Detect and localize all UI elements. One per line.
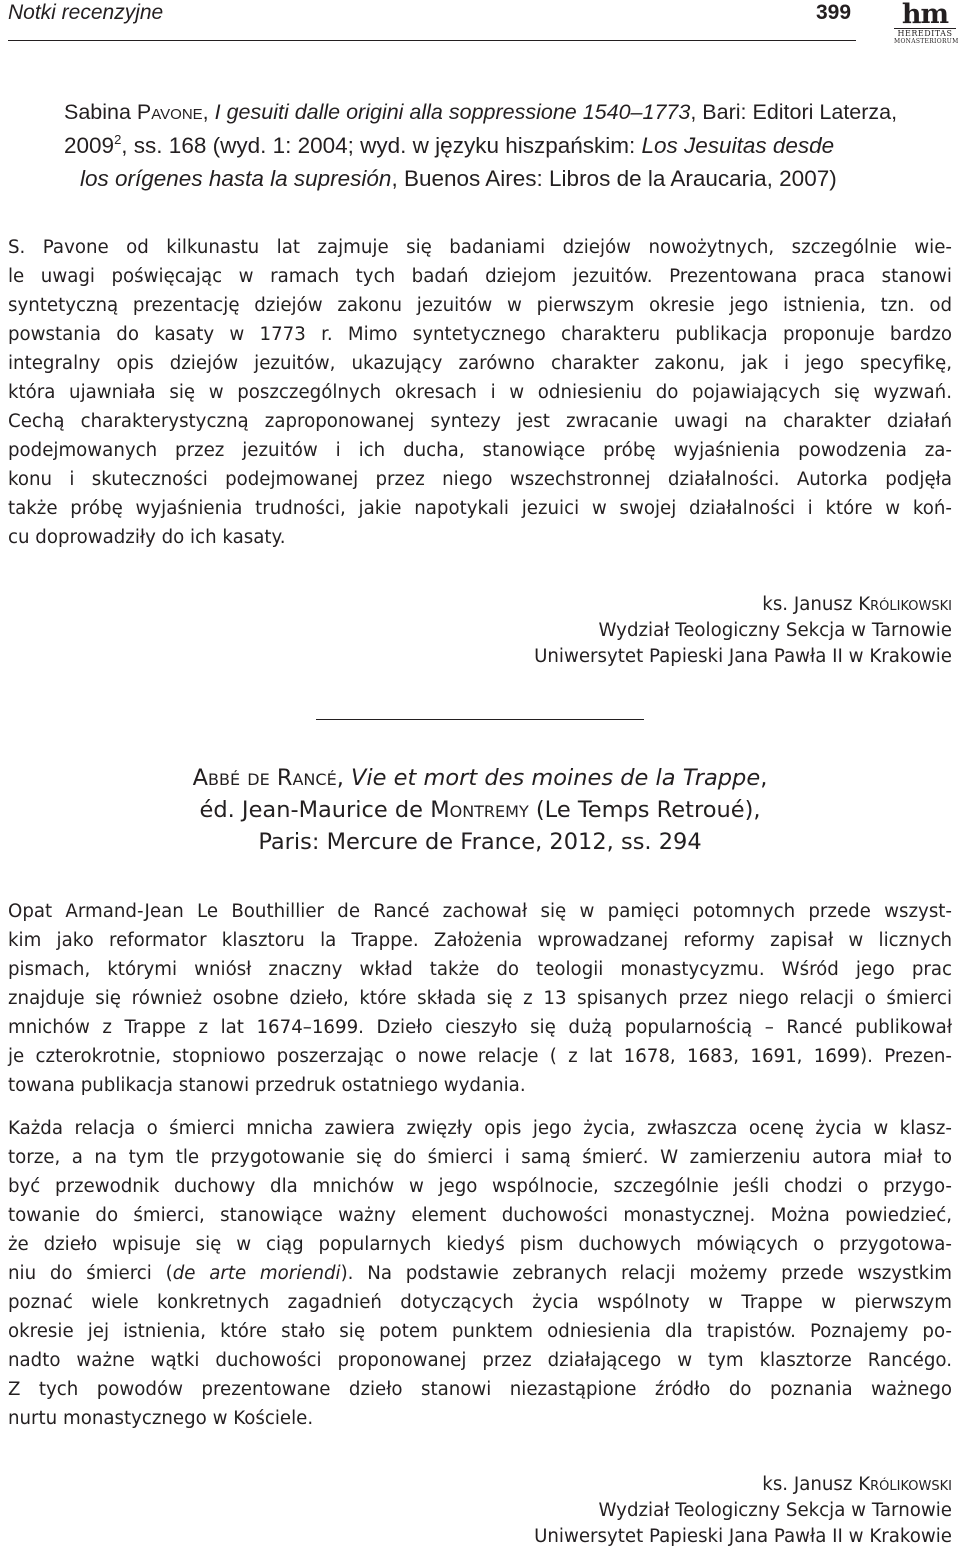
text-line: że dzieło wpisuje się w ciąg popularnych kiedyś pism duchowych mówiących o przygotowa-: [8, 1234, 952, 1255]
text-line: być przewodnik duchowy dla mnichów w jego wspólnocie, szczególnie jeśli chodzi o przygo-: [8, 1176, 952, 1197]
text-line: powstania do kasaty w 1773 r. Mimo syntetycznego charakteru publikacja proponuje bardzo: [8, 324, 952, 345]
reviewer-name: ks. Janusz Królikowski: [762, 594, 952, 615]
ref-line: Sabina Pavone, I gesuiti dalle origini alla soppressione 1540–1773, Bari: Editori Laterza,: [64, 100, 898, 124]
review2-paragraph1: [8, 897, 952, 1100]
review1-body: [8, 233, 952, 552]
header-rule: [8, 40, 856, 41]
text-line: torze, a na tym tle przygotowanie się do śmierci i samą śmierć. W zamierzeniu autora miał to: [8, 1147, 952, 1168]
text-line: integralny opis dziejów jezuitów, ukazujący zarówno charakter zakonu, jak i jego specyfikę,: [8, 353, 952, 374]
text-line: Cechą charakterystyczną zaproponowanej syntezy jest zwracanie uwagi na charakter działań: [8, 411, 952, 432]
text-line: towanie do śmierci, stanowiące ważny element duchowości monastycznej. Można powiedzieć,: [8, 1205, 952, 1226]
text-line: nadto ważne wątki duchowości proponowanej przez działającego w tym klasztorze Rancégo.: [8, 1350, 952, 1371]
text-line: znajduje się również osobne dzieło, które składa się z 13 spisanych przez niego relacji o śmierci: [8, 988, 952, 1009]
page-header: [0, 0, 960, 50]
text-line: mnichów z Trappe z lat 1674–1699. Dzieło cieszyło się dużą popularnością – Rancé publikował: [8, 1017, 952, 1038]
hereditas-monasteriorum-logo: [894, 0, 959, 48]
text-line: niu do śmierci (de arte moriendi). Na podstawie zebranych relacji możemy przede wszystkim: [8, 1263, 952, 1284]
review-separator: [316, 719, 644, 720]
running-head: Notki recenzyjne: [8, 1, 164, 24]
logo-line1: HEREDITAS: [894, 28, 956, 38]
text-line: która ujawniała się w poszczególnych okresach i w odniesieniu do pojawiających się wyzwań.: [8, 382, 952, 403]
latin-phrase: de arte moriendi: [172, 1263, 341, 1284]
page-number: 399: [816, 1, 852, 24]
text-line: podejmowanych przez jezuitów i ich ducha, stanowiące próbę wyjaśnienia powodzenia za-: [8, 440, 952, 461]
reviewer-name: ks. Janusz Królikowski: [762, 1474, 952, 1495]
editor-surname: Montremy: [430, 797, 529, 823]
book-title: I gesuiti dalle origini alla soppressione 1540–1773: [214, 100, 691, 124]
text-line: Opat Armand-Jean Le Bouthillier de Rancé zachował się w pamięci potomnych przede wszyst-: [8, 901, 952, 922]
text-line: S. Pavone od kilkunastu lat zajmuje się badaniami dziejów nowożytnych, szczególnie wie-: [8, 237, 952, 258]
text-line: Każda relacja o śmierci mnicha zawiera zwięzły opis jego życia, zwłaszcza ocenę życia w klasz-: [8, 1118, 952, 1139]
ref-line: Abbé de Rancé, Vie et mort des moines de la Trappe,: [192, 765, 768, 791]
text-line: nurtu monastycznego w Kościele.: [8, 1408, 314, 1429]
review1-reference: [64, 96, 904, 195]
review2-signature: [534, 1472, 952, 1550]
edition-superscript: 2: [114, 132, 122, 147]
review1-signature: [534, 592, 952, 670]
text-line: towana publikacja stanowi przedruk ostatniego wydania.: [8, 1075, 526, 1096]
logo-mark: hm: [901, 0, 949, 30]
ref-line: Paris: Mercure de France, 2012, ss. 294: [258, 829, 702, 855]
text-line: kim jako reformator klasztoru la Trappe. Założenia wprowadzanej reformy zapisał w licznych: [8, 930, 952, 951]
reviewer-university: Uniwersytet Papieski Jana Pawła II w Krakowie: [534, 1526, 952, 1547]
text-line: poznać wiele konkretnych zagadnień dotyczących życia wspólnoty w Trappe w pierwszym: [8, 1292, 952, 1313]
translation-title: Los Jesuitas desde: [641, 133, 835, 158]
logo-line2: MONASTERIORUM: [894, 38, 959, 45]
translation-title: los orígenes hasta la supresión: [80, 166, 392, 191]
book-title: Vie et mort des moines de la Trappe: [351, 765, 761, 791]
reviewer-affiliation: Wydział Teologiczny Sekcja w Tarnowie: [598, 1500, 952, 1521]
author-name: Abbé de Rancé: [192, 765, 337, 791]
author-surname: Pavone: [136, 100, 203, 124]
reviewer-affiliation: Wydział Teologiczny Sekcja w Tarnowie: [598, 620, 952, 641]
ref-line: los orígenes hasta la supresión, Buenos Aires: Libros de la Araucaria, 2007): [80, 166, 837, 191]
ref-line: 2009$^2$, ss. 168 (wyd. 1: 2004; wyd. w języku hiszpańskim: Los Jesuitas desde: [64, 132, 835, 158]
text-line: pismach, którymi wniósł znaczny wkład także do teologii monastycyzmu. Wśród jego prac: [8, 959, 952, 980]
text-line: Z tych powodów prezentowane dzieło stanowi niezastąpione źródło do poznania ważnego: [8, 1379, 952, 1400]
text-line: także próbę wyjaśnienia trudności, jakie napotykali jezuici w swojej działalności i które w koń-: [8, 498, 952, 519]
text-line: le uwagi poświęcając w ramach tych badań dziejom jezuitów. Prezentowana praca stanowi: [8, 266, 952, 287]
text-line: syntetyczną prezentację dziejów zakonu jezuitów w pierwszym okresie jego istnienia, tzn. od: [8, 295, 952, 316]
ref-line: éd. Jean-Maurice de Montremy (Le Temps Retroué),: [199, 797, 761, 823]
text-line: okresie jej istnienia, które stało się potem punktem odniesienia dla trapistów. Poznajemy po-: [8, 1321, 952, 1342]
text-line: konu i skuteczności podejmowanej przez niego wszechstronnej działalności. Autorka podjęła: [8, 469, 952, 490]
review2-paragraph2: [8, 1114, 952, 1433]
reviewer-university: Uniwersytet Papieski Jana Pawła II w Krakowie: [534, 646, 952, 667]
text-line: je czterokrotnie, stopniowo poszerzając o nowe relacje ( z lat 1678, 1683, 1691, 1699). Prezen-: [8, 1046, 952, 1067]
text-line: cu doprowadziły do ich kasaty.: [8, 527, 286, 548]
review2-reference: [0, 762, 960, 858]
